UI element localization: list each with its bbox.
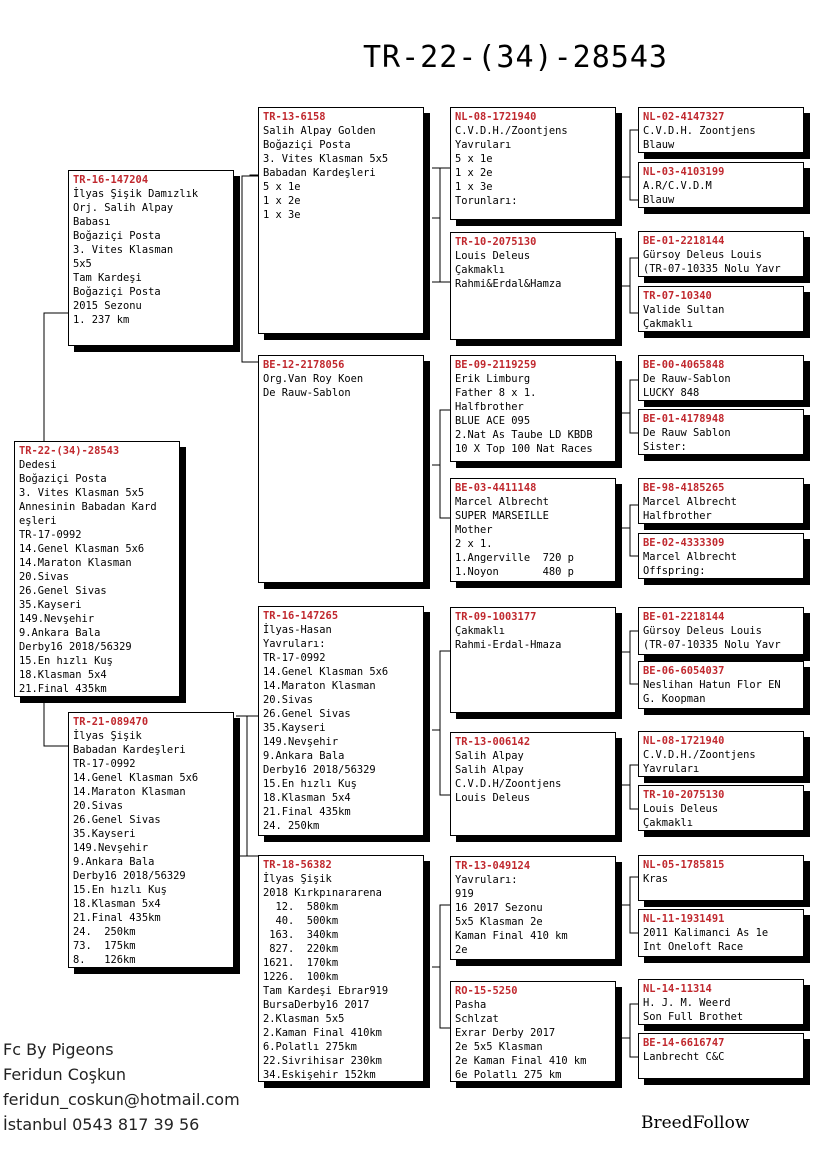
pedigree-note-line: Exrar Derby 2017	[455, 1027, 556, 1039]
pedigree-note-line: 9.Ankara Bala	[263, 750, 345, 762]
pedigree-note-line: 14.Genel Klasman 5x6	[73, 772, 199, 784]
pedigree-note-line: 14.Maraton Klasman	[73, 786, 186, 798]
ring-number: TR-18-56382	[263, 859, 332, 871]
pedigree-note-line: BLUE ACE 095	[455, 415, 531, 427]
pedigree-note-line: 20.Sivas	[19, 571, 70, 583]
ancestor-card[interactable]	[638, 785, 804, 831]
pedigree-note-line: 3. Vites Klasman 5x5	[19, 487, 145, 499]
ancestor-card[interactable]	[638, 1033, 804, 1079]
pedigree-note-line: 2015 Sezonu	[73, 300, 142, 312]
pedigree-note-line: İlyas Şişik Damızlık	[73, 188, 199, 200]
pedigree-note-line: 15.En hızlı Kuş	[73, 884, 167, 896]
pedigree-note-line: 1 x 2e	[455, 167, 493, 179]
pedigree-note-line: Boğaziçi Posta	[73, 286, 161, 298]
ring-number: NL-05-1785815	[643, 859, 725, 871]
pedigree-note-line: 14.Maraton Klasman	[263, 680, 376, 692]
pedigree-note-line: 2.Kaman Final 410km	[263, 1027, 382, 1039]
ring-number: BE-12-2178056	[263, 359, 345, 371]
pedigree-note-line: 5 x 1e	[455, 153, 493, 165]
pedigree-note-line: 2.Nat As Taube LD KBDB	[455, 429, 593, 441]
subject-pigeon-card[interactable]	[14, 441, 180, 697]
pedigree-note-line: Father 8 x 1.	[455, 387, 537, 399]
pedigree-note-line: G. Koopman	[643, 693, 706, 705]
pedigree-note-line: Marcel Albrecht	[643, 551, 737, 563]
breeder-email[interactable]: feridun_coskun@hotmail.com	[3, 1090, 240, 1109]
pedigree-note-line: Marcel Albrecht	[643, 496, 737, 508]
pedigree-note-line: 2 x 1.	[455, 538, 493, 550]
ancestor-card[interactable]	[638, 231, 804, 277]
ancestor-card[interactable]	[638, 909, 804, 957]
pedigree-note-line: eşleri	[19, 515, 57, 527]
breeder-phone: İstanbul 0543 817 39 56	[3, 1115, 200, 1134]
ring-number: BE-01-4178948	[643, 413, 725, 425]
pedigree-note-line: 18.Klasman 5x4	[263, 792, 351, 804]
dam-sire-card[interactable]	[258, 606, 424, 836]
pedigree-note-line: Çakmaklı	[455, 264, 506, 276]
pedigree-note-line: 14.Genel Klasman 5x6	[19, 543, 145, 555]
dam-dam-card[interactable]	[258, 855, 424, 1082]
pedigree-note-line: Neslihan Hatun Flor EN	[643, 679, 781, 691]
pedigree-note-line: 1. 237 km	[73, 314, 130, 326]
pedigree-note-line: C.V.D.H./Zoontjens	[643, 749, 756, 761]
pedigree-note-line: C.V.D.H. Zoontjens	[643, 125, 756, 137]
ancestor-card[interactable]	[638, 533, 804, 579]
pedigree-note-line: 14.Maraton Klasman	[19, 557, 132, 569]
ancestor-card[interactable]	[638, 731, 804, 777]
pedigree-note-line: 5x5	[73, 258, 92, 270]
pedigree-note-line: Derby16 2018/56329	[19, 641, 132, 653]
sire-dam-sire-card[interactable]	[450, 355, 616, 462]
pedigree-note-line: 1.Angerville 720 p	[455, 552, 574, 564]
pedigree-note-line: 26.Genel Sivas	[263, 708, 351, 720]
sire-dam-dam-card[interactable]	[450, 478, 616, 582]
ring-number: TR-07-10340	[643, 290, 712, 302]
pedigree-note-line: Salih Alpay Golden	[263, 125, 376, 137]
pedigree-note-line: Babadan Kardeşleri	[73, 744, 186, 756]
ring-number: BE-06-6054037	[643, 665, 725, 677]
pedigree-note-line: Dedesi	[19, 459, 57, 471]
pedigree-note-line: Marcel Albrecht	[455, 496, 549, 508]
pedigree-note-line: Sister:	[643, 441, 687, 453]
pedigree-note-line: Salih Alpay	[455, 764, 524, 776]
pedigree-note-line: Blauw	[643, 194, 675, 206]
pedigree-note-line: 21.Final 435km	[19, 683, 107, 695]
pedigree-note-line: 40. 500km	[263, 915, 339, 927]
pedigree-note-line: 16 2017 Sezonu	[455, 902, 543, 914]
pedigree-note-line: 2011 Kalimanci As 1e	[643, 927, 769, 939]
ring-number: TR-10-2075130	[643, 789, 725, 801]
ring-number: BE-01-2218144	[643, 235, 725, 247]
pedigree-note-line: 3. Vites Klasman	[73, 244, 174, 256]
pedigree-note-line: TR-17-0992	[19, 529, 82, 541]
ring-number: NL-14-11314	[643, 983, 712, 995]
pedigree-note-line: 15.En hızlı Kuş	[263, 778, 357, 790]
pedigree-note-line: İlyas-Hasan	[263, 624, 332, 636]
pedigree-note-line: Kras	[643, 873, 669, 885]
pedigree-note-line: 20.Sivas	[263, 694, 314, 706]
sire-sire-card[interactable]	[258, 107, 424, 334]
pedigree-note-line: SUPER MARSEILLE	[455, 510, 549, 522]
pedigree-note-line: Babadan Kardeşleri	[263, 167, 376, 179]
dam-sire-dam-card[interactable]	[450, 732, 616, 836]
pedigree-note-line: 1 x 2e	[263, 195, 301, 207]
ring-number: NL-11-1931491	[643, 913, 725, 925]
pedigree-note-line: Boğaziçi Posta	[73, 230, 161, 242]
pedigree-note-line: Annesinin Babadan Kard	[19, 501, 157, 513]
ring-number: BE-14-6616747	[643, 1037, 725, 1049]
pedigree-note-line: 22.Sivrihisar 230km	[263, 1055, 382, 1067]
breeder-name: Feridun Coşkun	[3, 1065, 127, 1084]
pedigree-note-line: Gürsoy Deleus Louis	[643, 625, 762, 637]
ancestor-card[interactable]	[638, 107, 804, 153]
pedigree-note-line: De Rauw-Sablon	[263, 387, 351, 399]
pedigree-note-line: Erik Limburg	[455, 373, 531, 385]
pedigree-note-line: İlyas Şişik	[263, 873, 332, 885]
ancestor-card[interactable]	[638, 355, 804, 401]
pedigree-note-line: Boğaziçi Posta	[263, 139, 351, 151]
pedigree-note-line: 73. 175km	[73, 940, 136, 952]
pedigree-note-line: Gürsoy Deleus Louis	[643, 249, 762, 261]
pedigree-note-line: Tam Kardeşi Ebrar919	[263, 985, 389, 997]
pedigree-note-line: Int Oneloft Race	[643, 941, 744, 953]
pedigree-note-line: Çakmaklı	[455, 625, 506, 637]
pedigree-note-line: 919	[455, 888, 474, 900]
pedigree-note-line: İlyas Şişik	[73, 730, 142, 742]
pedigree-note-line: 5x5 Klasman 2e	[455, 916, 543, 928]
pedigree-note-line: 20.Sivas	[73, 800, 124, 812]
loft-name: Fc By Pigeons	[3, 1040, 114, 1059]
pedigree-note-line: 9.Ankara Bala	[19, 627, 101, 639]
pedigree-note-line: 24. 250km	[263, 820, 320, 832]
pedigree-note-line: (TR-07-10335 Nolu Yavr	[643, 263, 781, 275]
pedigree-note-line: 5 x 1e	[263, 181, 301, 193]
pedigree-note-line: 1 x 3e	[263, 209, 301, 221]
pedigree-note-line: Louis Deleus	[455, 250, 531, 262]
pedigree-note-line: 1226. 100km	[263, 971, 339, 983]
pedigree-title: TR-22-(34)-28543	[363, 40, 668, 75]
ring-number: BE-02-4333309	[643, 537, 725, 549]
pedigree-note-line: 1621. 170km	[263, 957, 339, 969]
ancestor-card[interactable]	[638, 979, 804, 1025]
pedigree-note-line: 18.Klasman 5x4	[73, 898, 161, 910]
pedigree-note-line: Çakmaklı	[643, 817, 694, 829]
pedigree-note-line: Tam Kardeşi	[73, 272, 142, 284]
ring-number: RO-15-5250	[455, 985, 518, 997]
pedigree-note-line: 15.En hızlı Kuş	[19, 655, 113, 667]
pedigree-note-line: 34.Eskişehir 152km	[263, 1069, 376, 1081]
ring-number: NL-02-4147327	[643, 111, 725, 123]
pedigree-note-line: Salih Alpay	[455, 750, 524, 762]
pedigree-note-line: Louis Deleus	[643, 803, 719, 815]
pedigree-note-line: C.V.D.H/Zoontjens	[455, 778, 562, 790]
ancestor-card[interactable]	[638, 286, 804, 332]
pedigree-note-line: 2.Klasman 5x5	[263, 1013, 345, 1025]
pedigree-note-line: 21.Final 435km	[73, 912, 161, 924]
pedigree-note-line: 35.Kayseri	[19, 599, 82, 611]
dam-dam-sire-card[interactable]	[450, 856, 616, 960]
ring-number: NL-08-1721940	[643, 735, 725, 747]
pedigree-note-line: (TR-07-10335 Nolu Yavr	[643, 639, 781, 651]
pedigree-note-line: Yavruları:	[263, 638, 326, 650]
sire-sire-sire-card[interactable]	[450, 107, 616, 220]
ancestor-card[interactable]	[638, 661, 804, 709]
ring-number: TR-16-147265	[263, 610, 339, 622]
pedigree-note-line: 18.Klasman 5x4	[19, 669, 107, 681]
ring-number: BE-01-2218144	[643, 611, 725, 623]
pedigree-note-line: 149.Nevşehir	[19, 613, 95, 625]
pedigree-note-line: 35.Kayseri	[73, 828, 136, 840]
ring-number: BE-03-4411148	[455, 482, 537, 494]
ring-number: TR-13-6158	[263, 111, 326, 123]
pedigree-note-line: 8. 126km	[73, 954, 136, 966]
pedigree-note-line: Lanbrecht C&C	[643, 1051, 725, 1063]
pedigree-note-line: 2e 5x5 Klasman	[455, 1041, 543, 1053]
pedigree-note-line: A.R/C.V.D.M	[643, 180, 712, 192]
pedigree-note-line: 3. Vites Klasman 5x5	[263, 153, 389, 165]
ancestor-card[interactable]	[638, 162, 804, 208]
ring-number: TR-13-049124	[455, 860, 531, 872]
pedigree-note-line: Org.Van Roy Koen	[263, 373, 364, 385]
pedigree-note-line: 12. 580km	[263, 901, 339, 913]
pedigree-note-line: Rahmi&Erdal&Hamza	[455, 278, 562, 290]
brand-logo-text: BreedFollow	[641, 1113, 750, 1133]
pedigree-note-line: 14.Genel Klasman 5x6	[263, 666, 389, 678]
pedigree-note-line: Boğaziçi Posta	[19, 473, 107, 485]
ring-number: BE-09-2119259	[455, 359, 537, 371]
pedigree-note-line: 6.Polatlı 275km	[263, 1041, 357, 1053]
pedigree-note-line: Yavruları:	[455, 874, 518, 886]
pedigree-note-line: Kaman Final 410 km	[455, 930, 568, 942]
pedigree-note-line: Halfbrother	[643, 510, 712, 522]
pedigree-note-line: BursaDerby16 2017	[263, 999, 370, 1011]
ancestor-card[interactable]	[638, 607, 804, 655]
pedigree-note-line: 26.Genel Sivas	[73, 814, 161, 826]
pedigree-note-line: 149.Nevşehir	[73, 842, 149, 854]
sire-card[interactable]	[68, 170, 234, 346]
ring-number: TR-16-147204	[73, 174, 149, 186]
pedigree-note-line: Yavruları	[643, 763, 700, 775]
pedigree-note-line: TR-17-0992	[73, 758, 136, 770]
pedigree-note-line: Torunları:	[455, 195, 518, 207]
sire-dam-card[interactable]	[258, 355, 424, 583]
pedigree-note-line: Orj. Salih Alpay	[73, 202, 174, 214]
pedigree-note-line: 1.Noyon 480 p	[455, 566, 574, 578]
pedigree-note-line: C.V.D.H./Zoontjens	[455, 125, 568, 137]
ring-number: BE-00-4065848	[643, 359, 725, 371]
sire-sire-dam-card[interactable]	[450, 232, 616, 340]
ancestor-card[interactable]	[638, 478, 804, 524]
breeder-contact	[3, 1037, 240, 1137]
ring-number: TR-21-089470	[73, 716, 149, 728]
ancestor-card[interactable]	[638, 855, 804, 901]
pedigree-note-line: De Rauw Sablon	[643, 427, 731, 439]
pedigree-note-line: Schlzat	[455, 1013, 499, 1025]
dam-sire-sire-card[interactable]	[450, 607, 616, 713]
pedigree-note-line: Offspring:	[643, 565, 706, 577]
pedigree-note-line: 827. 220km	[263, 943, 339, 955]
ring-number: TR-10-2075130	[455, 236, 537, 248]
pedigree-note-line: 2e Kaman Final 410 km	[455, 1055, 587, 1067]
pedigree-note-line: 24. 250km	[73, 926, 136, 938]
pedigree-note-line: Louis Deleus	[455, 792, 531, 804]
pedigree-note-line: Derby16 2018/56329	[73, 870, 186, 882]
dam-card[interactable]	[68, 712, 234, 968]
pedigree-note-line: Blauw	[643, 139, 675, 151]
ring-number: TR-22-(34)-28543	[19, 445, 120, 457]
ring-number: NL-03-4103199	[643, 166, 725, 178]
pedigree-note-line: Halfbrother	[455, 401, 524, 413]
ring-number: TR-13-006142	[455, 736, 531, 748]
pedigree-note-line: Çakmaklı	[643, 318, 694, 330]
ancestor-card[interactable]	[638, 409, 804, 455]
pedigree-note-line: Mother	[455, 524, 493, 536]
ring-number: TR-09-1003177	[455, 611, 537, 623]
pedigree-note-line: Rahmi-Erdal-Hmaza	[455, 639, 562, 651]
dam-dam-dam-card[interactable]	[450, 981, 616, 1082]
pedigree-note-line: 1 x 3e	[455, 181, 493, 193]
pedigree-note-line: 2e	[455, 944, 468, 956]
pedigree-note-line: 35.Kayseri	[263, 722, 326, 734]
pedigree-note-line: 26.Genel Sivas	[19, 585, 107, 597]
pedigree-note-line: TR-17-0992	[263, 652, 326, 664]
pedigree-note-line: 149.Nevşehir	[263, 736, 339, 748]
pedigree-note-line: Babası	[73, 216, 111, 228]
pedigree-note-line: 21.Final 435km	[263, 806, 351, 818]
pedigree-note-line: Pasha	[455, 999, 487, 1011]
pedigree-note-line: 6e Polatlı 275 km	[455, 1069, 562, 1081]
pedigree-note-line: Derby16 2018/56329	[263, 764, 376, 776]
pedigree-note-line: 163. 340km	[263, 929, 339, 941]
pedigree-note-line: Yavruları	[455, 139, 512, 151]
ring-number: BE-98-4185265	[643, 482, 725, 494]
pedigree-note-line: H. J. M. Weerd	[643, 997, 731, 1009]
pedigree-note-line: Valide Sultan	[643, 304, 725, 316]
pedigree-note-line: 9.Ankara Bala	[73, 856, 155, 868]
pedigree-note-line: Son Full Brothet	[643, 1011, 744, 1023]
pedigree-note-line: 2018 Kırkpınararena	[263, 887, 382, 899]
pedigree-note-line: De Rauw-Sablon	[643, 373, 731, 385]
pedigree-note-line: LUCKY 848	[643, 387, 700, 399]
ring-number: NL-08-1721940	[455, 111, 537, 123]
pedigree-note-line: 10 X Top 100 Nat Races	[455, 443, 593, 455]
